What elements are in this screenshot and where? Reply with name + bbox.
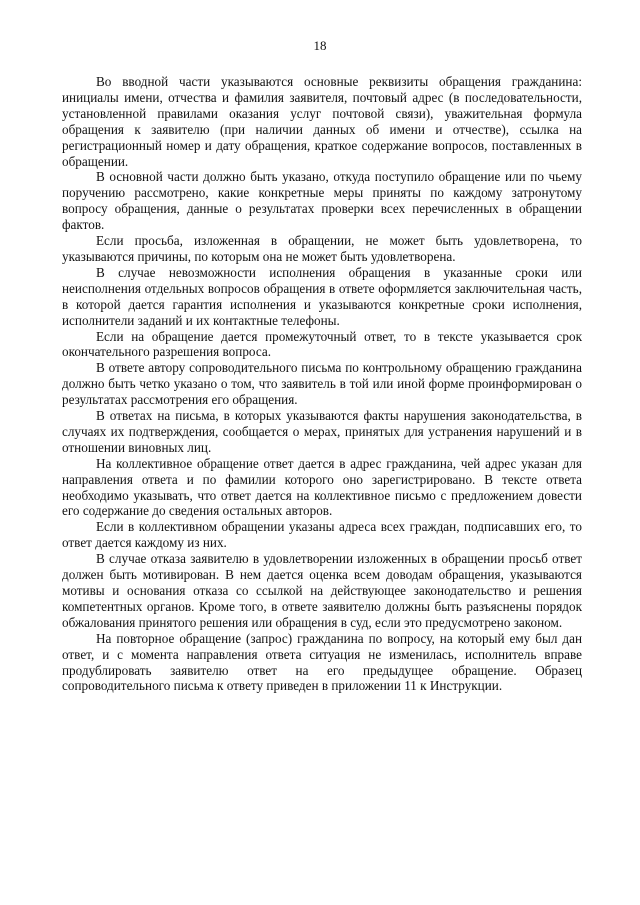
paragraph-refusal-reasons: Если просьба, изложенная в обращении, не может быть удовлетворена, то указываются причины, по которым она не может быть удовлетворена. [62,233,582,264]
paragraph-collective-addresses: Если в коллективном обращении указаны адреса всех граждан, подписавших его, то ответ дается каждому из них. [62,519,582,551]
paragraph-violations: В ответах на письма, в которых указываются факты нарушения законодательства, в случаях их подтверждения, сообщается о мерах, принятых для устранения нарушений и в отношении виновных лиц. [62,408,582,455]
paragraph-interim-answer: Если на обращение дается промежуточный ответ, то в тексте указывается срок окончательного разрешения вопроса. [62,328,582,360]
paragraph-repeat-appeal: На повторное обращение (запрос) гражданина по вопросу, на который ему был дан ответ, и с момента направления ответа ситуация не изменилась, исполнитель вправе продублировать заявителю ответ на его предыдущее обращение. Образец сопроводительного письма к ответу приведен в приложении 11 к Инструкции. [62,630,582,694]
paragraph-control-appeal: В ответе автору сопроводительного письма по контрольному обращению гражданина должно быть четко указано о том, что заявитель в той или иной форме проинформирован о результатах рассмотрения его обращения. [62,360,582,408]
paragraph-collective-appeal: На коллективное обращение ответ дается в адрес гражданина, чей адрес указан для направления ответа и по фамилии которого оно зарегистрировано. В тексте ответа необходимо указывать, что ответ дается на коллективное письмо с предложением довести его содержание до сведения остальных авторов. [62,455,582,519]
paragraph-intro-section: Во вводной части указываются основные реквизиты обращения гражданина: инициалы имени, отчества и фамилия заявителя, почтовый адрес (в последовательности, установленной правилами оказания услуг почтовой связи), уважительная формула обращения к заявителю (при наличии данных об имени и отчестве), ссылка на регистрационный номер и дату обращения, краткое содержание вопросов, поставленных в обращении. [62,74,582,169]
paragraph-refusal-motivation: В случае отказа заявителю в удовлетворении изложенных в обращении просьб ответ должен быть мотивирован. В нем дается оценка всем доводам обращения, указываются мотивы и основания отказа со ссылкой на действующее законодательство и решения компетентных органов. Кроме того, в ответе заявителю должны быть разъяснены порядок обжалования принятого решения или обращения в суд, если это предусмотрено законом. [62,551,582,630]
paragraph-main-section: В основной части должно быть указано, откуда поступило обращение или по чьему поручению рассмотрено, какие конкретные меры приняты по каждому затронутому вопросу обращения, данные о результатах проверки всех перечисленных в обращении фактов. [62,169,582,233]
document-body [62,74,582,694]
page-number: 18 [313,38,327,53]
paragraph-conclusion-section: В случае невозможности исполнения обращения в указанные сроки или неисполнения отдельных вопросов обращения в ответе оформляется заключительная часть, в которой дается гарантия исполнения и указываются конкретные сроки исполнения, исполнители заданий и их контактные телефоны. [62,264,582,328]
